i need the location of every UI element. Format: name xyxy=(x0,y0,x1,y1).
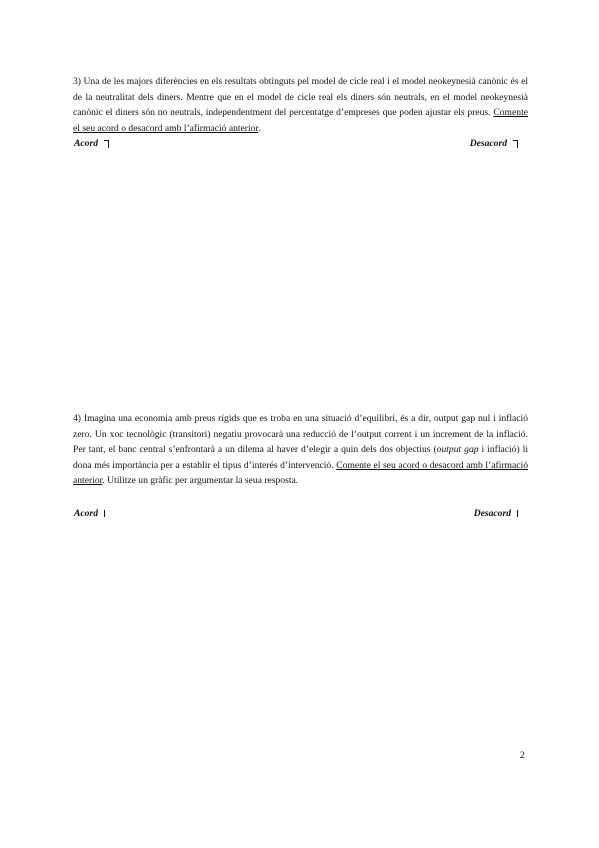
checkbox-icon[interactable] xyxy=(513,140,518,148)
page-number: 2 xyxy=(520,750,525,761)
question-3-agree-option[interactable] xyxy=(74,138,109,149)
question-3-disagree-label: Desacord xyxy=(469,138,507,149)
question-4-end: . Utilitze un gràfic per argumentar la seua resposta. xyxy=(102,475,299,486)
checkbox-icon[interactable] xyxy=(104,140,109,148)
question-3 xyxy=(73,74,528,136)
question-3-answer-options xyxy=(74,138,518,152)
question-4 xyxy=(73,411,528,489)
question-4-text-after: i inflació) li dona més importància per a establir el tipus d’interés d’intervenció. xyxy=(73,444,528,471)
question-3-instruction: Comente el seu acord o desacord amb l’afirmació anterior xyxy=(73,107,528,134)
question-4-disagree-label: Desacord xyxy=(473,508,511,519)
question-3-disagree-option[interactable] xyxy=(470,138,518,149)
question-4-italic-term: output gap xyxy=(436,444,479,455)
question-3-end: . xyxy=(258,122,261,134)
question-4-agree-option[interactable] xyxy=(74,508,105,519)
question-4-agree-label: Acord xyxy=(74,508,98,519)
question-4-disagree-option[interactable] xyxy=(474,508,518,519)
question-3-agree-label: Acord xyxy=(74,138,98,149)
question-4-answer-options xyxy=(74,508,518,522)
question-4-instruction: Comente el seu acord o desacord amb l’afirmació anterior xyxy=(73,459,528,486)
question-4-text-before: 4) Imagina una economia amb preus rígids que es troba en una situació d’equilibri, és a dir, output gap nul i inflació zero. Un xoc tecnològic (transitori) negatiu provocarà una reducció de l’output corrent i un increment de la inflació. Per tant, el banc central s’enfrontarà a un dilema al haver d’elegir a quin dels dos objectius ( xyxy=(73,413,528,455)
checkbox-icon[interactable] xyxy=(104,510,105,517)
checkbox-icon[interactable] xyxy=(517,510,518,517)
question-3-text: 3) Una de les majors diferències en els resultats obtinguts pel model de cicle real i el model neokeynesià canònic és el de la neutralitat dels diners. Mentre que en el model de cicle real els diners són neutrals, en el model neokeynesià canònic el diners són no neutrals, independentment del percentatge d’empreses que poden ajustar els preus. xyxy=(73,76,528,118)
